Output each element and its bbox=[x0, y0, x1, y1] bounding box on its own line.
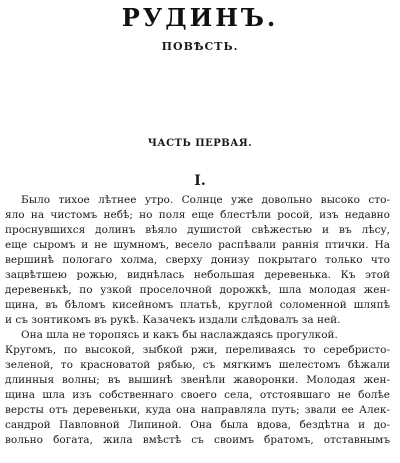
chapter-body bbox=[0, 193, 400, 463]
text-line: деревенькѣ, по узкой проселочной дорожкѣ, шла молодая жен- bbox=[5, 284, 390, 296]
genre-subtitle: ПОВѢСТЬ. bbox=[161, 40, 239, 53]
chapter-number: I. bbox=[194, 173, 206, 189]
text-line: яло на чистомъ небѣ; но поля еще блестѣли росой, изъ недавно bbox=[5, 209, 390, 221]
text-line: зацвѣтшею рожью, виднѣлась небольшая деревенька. Къ этой bbox=[5, 269, 390, 281]
part-heading: ЧАСТЬ ПЕРВАЯ. bbox=[147, 138, 253, 149]
text-line: сандрой Павловной Липиной. Она была вдова, бездѣтна и до- bbox=[5, 419, 390, 431]
text-line: вольно богата, жила вмѣстѣ съ своимъ братомъ, отставнымъ bbox=[5, 434, 390, 446]
text-line: еще сыромъ и не шумномъ, весело распѣвали раннія птички. На bbox=[5, 239, 390, 251]
text-line: зеленой, то красноватой рябью, съ мягкимъ шелестомъ бѣжали bbox=[5, 359, 390, 371]
text-line: Она шла не торопясь и какъ бы наслаждаясь прогулкой. bbox=[21, 329, 338, 341]
text-line: щина, въ бѣломъ кисейномъ платьѣ, круглой соломенной шляпѣ bbox=[5, 299, 390, 311]
text-line: вершинѣ пологаго холма, сверху донизу покрытаго только что bbox=[5, 254, 390, 266]
text-line: версты отъ деревеньки, куда она направляла путь; звали ее Алек- bbox=[5, 404, 390, 416]
text-line: щина шла изъ собственнаго своего села, отстоявшаго не болѣе bbox=[5, 389, 390, 401]
book-title: РУДИНЪ. bbox=[121, 3, 279, 32]
text-line: длинныя волны; въ вышинѣ звенѣли жаворонки. Молодая жен- bbox=[5, 374, 390, 386]
text-line: и съ зонтикомъ въ рукѣ. Казачекъ издали слѣдовалъ за ней. bbox=[5, 314, 341, 326]
text-line: проснувшихся долинъ вѣяло душистой свѣжестью и въ лѣсу, bbox=[5, 224, 390, 236]
text-line: Кругомъ, по высокой, зыбкой ржи, переливаясь то серебристо- bbox=[5, 344, 390, 356]
text-line: Было тихое лѣтнее утро. Солнце уже довольно высоко сто- bbox=[21, 194, 390, 206]
